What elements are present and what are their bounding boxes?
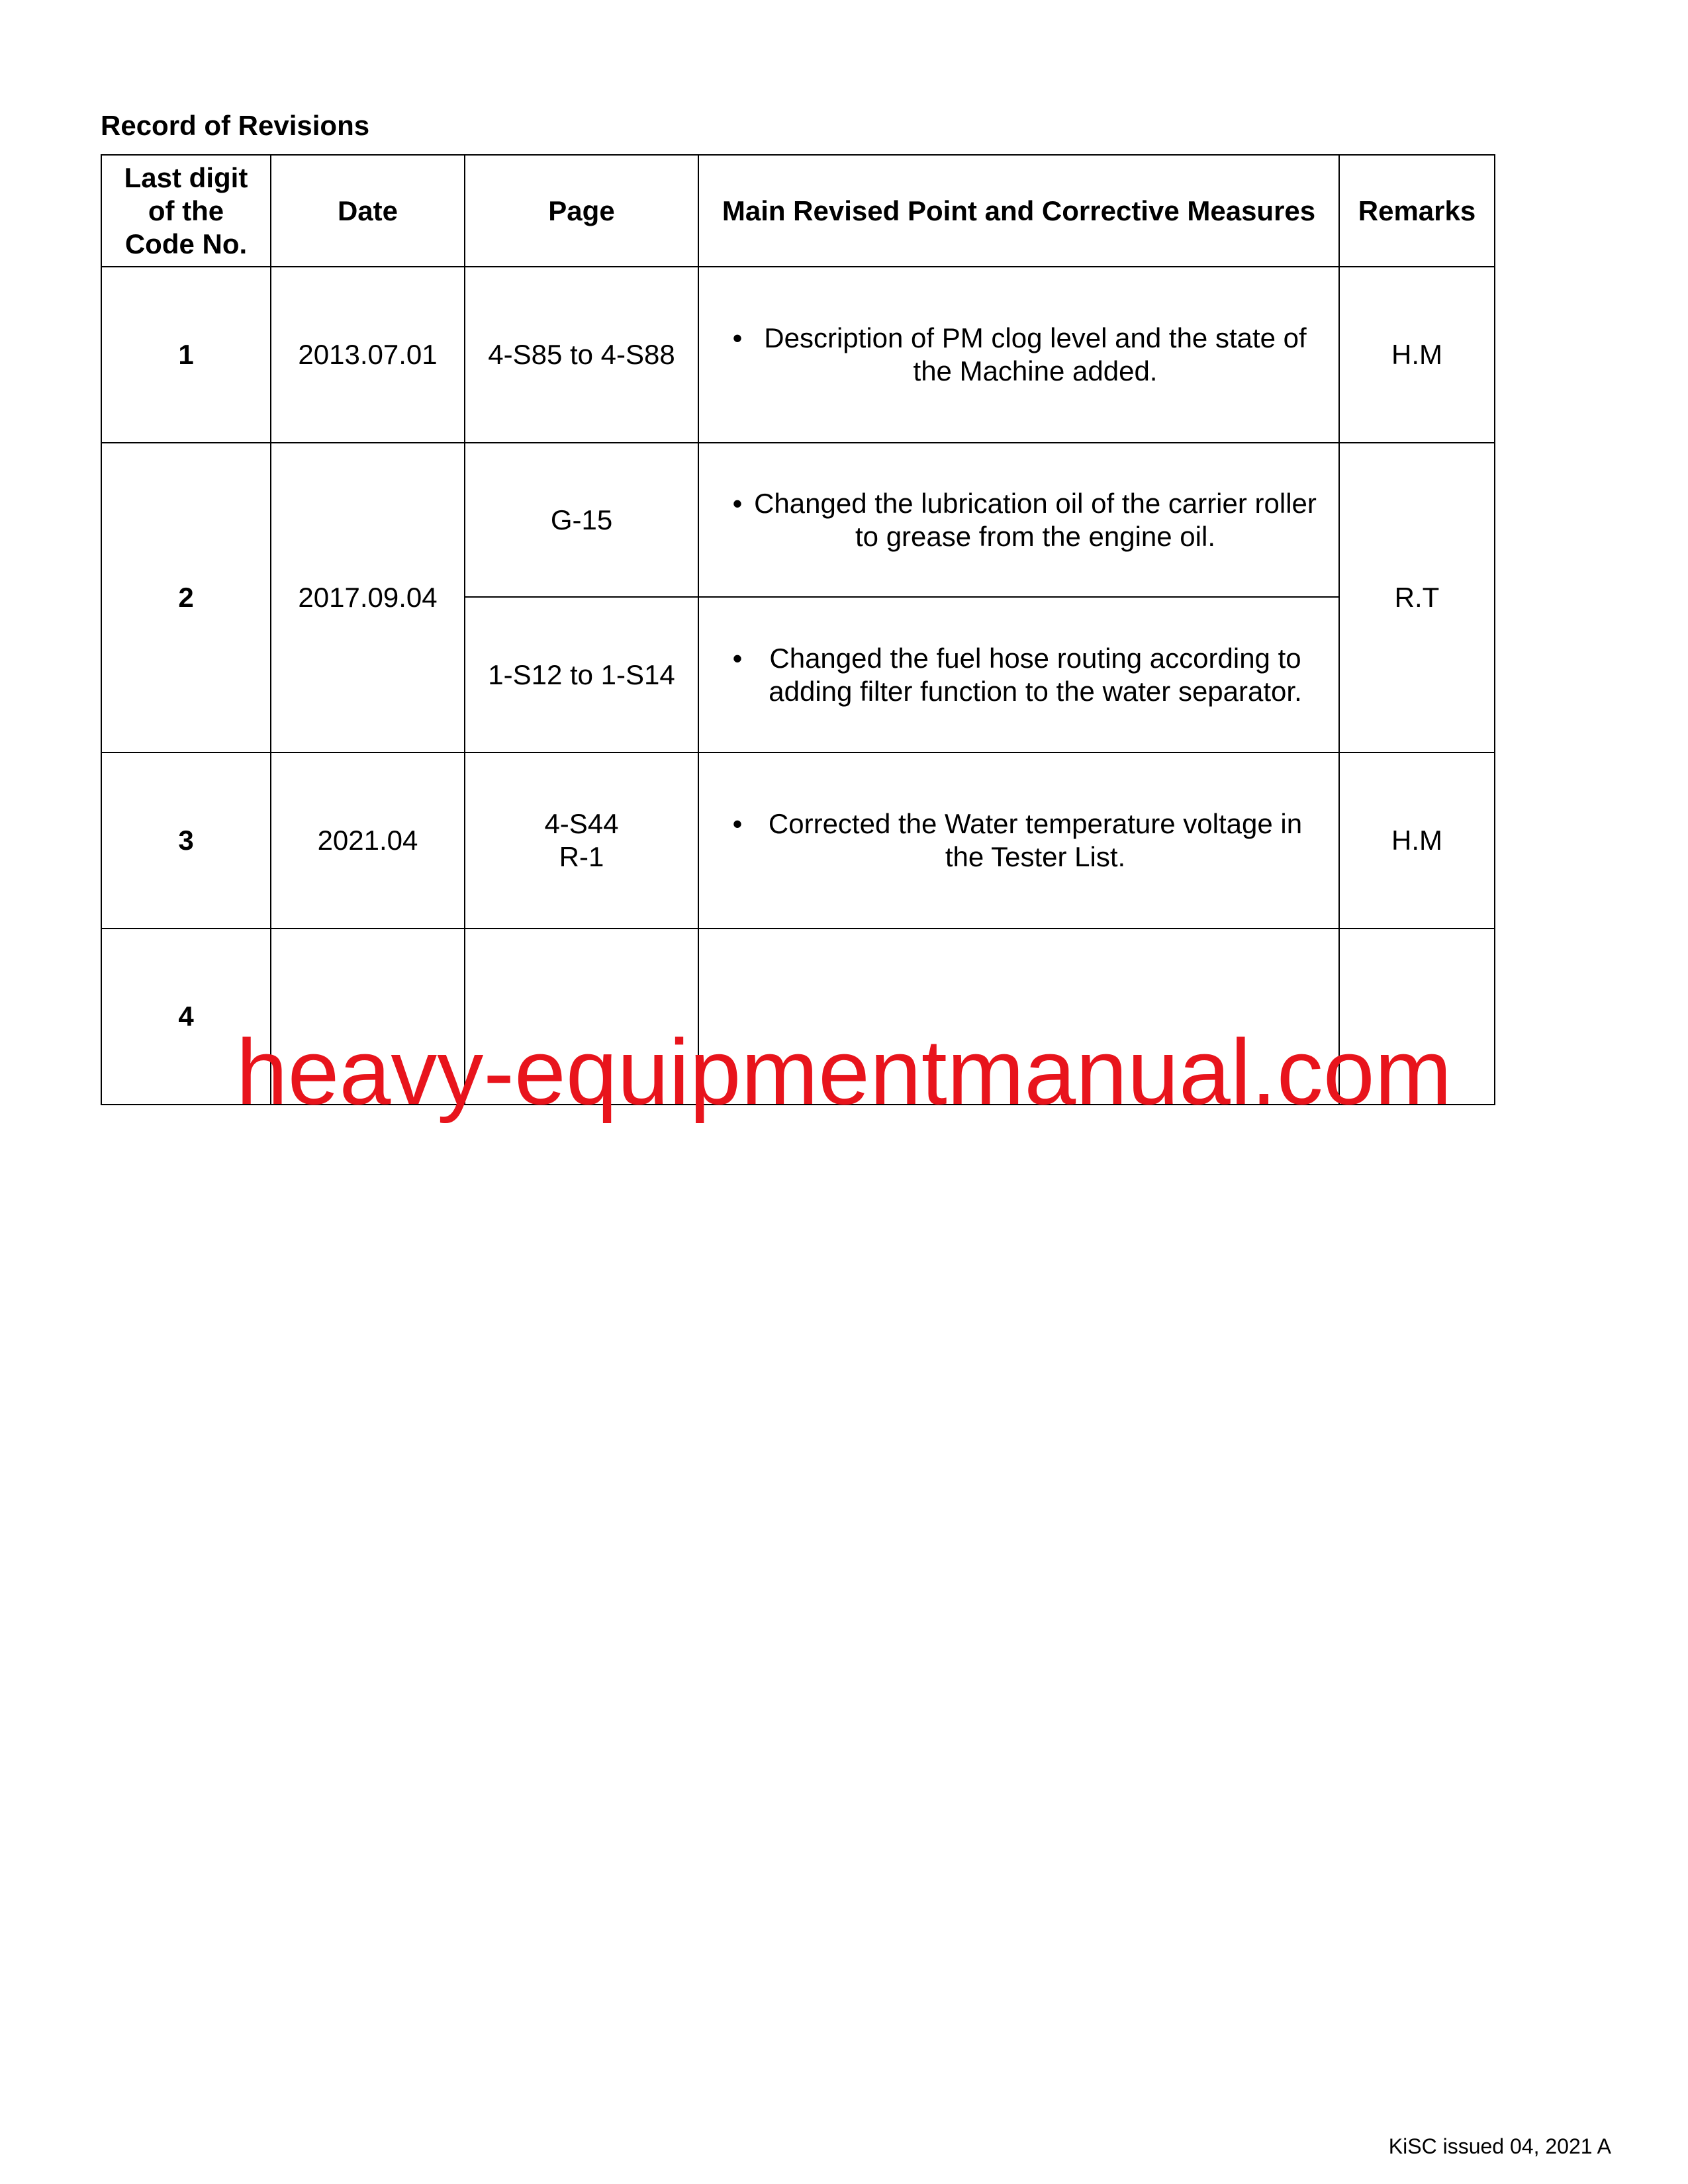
header-remarks: Remarks bbox=[1339, 155, 1495, 267]
page-cell: 1-S12 to 1-S14 bbox=[465, 597, 698, 752]
header-date: Date bbox=[271, 155, 465, 267]
description-cell bbox=[698, 443, 1339, 597]
date-cell: 2017.09.04 bbox=[271, 443, 465, 752]
page-cell: 4-S85 to 4-S88 bbox=[465, 267, 698, 443]
bullet-icon: • bbox=[732, 808, 743, 839]
code-digit-cell: 1 bbox=[101, 267, 271, 443]
bullet-icon: • bbox=[732, 487, 743, 519]
table-row bbox=[101, 443, 1495, 597]
page-title: Record of Revisions bbox=[101, 110, 370, 141]
header-page: Page bbox=[465, 155, 698, 267]
date-cell: 2021.04 bbox=[271, 752, 465, 929]
header-code-no bbox=[101, 155, 271, 267]
table-row bbox=[101, 752, 1495, 929]
page-cell bbox=[465, 752, 698, 929]
description-cell bbox=[698, 752, 1339, 929]
remarks-cell: R.T bbox=[1339, 443, 1495, 752]
header-code-line: Code No. bbox=[124, 228, 248, 259]
date-cell: 2013.07.01 bbox=[271, 267, 465, 443]
bullet-icon: • bbox=[732, 322, 743, 353]
code-digit-cell: 4 bbox=[101, 929, 271, 1105]
header-code-line: Last digit bbox=[124, 161, 248, 193]
description-cell bbox=[698, 267, 1339, 443]
bullet-icon: • bbox=[732, 642, 743, 674]
remarks-cell: H.M bbox=[1339, 267, 1495, 443]
watermark-text: heavy-equipmentmanual.com bbox=[236, 1020, 1452, 1124]
page-line: R-1 bbox=[559, 841, 604, 872]
description-text: Changed the lubrication oil of the carrier roller to grease from the engine oil. bbox=[754, 487, 1317, 552]
bullet-item bbox=[699, 807, 1338, 874]
page-cell: G-15 bbox=[465, 443, 698, 597]
code-digit-cell: 3 bbox=[101, 752, 271, 929]
table-header-row bbox=[101, 155, 1495, 267]
bullet-item bbox=[699, 487, 1338, 553]
bullet-item bbox=[699, 642, 1338, 708]
revision-table bbox=[101, 154, 1495, 1105]
description-text: Changed the fuel hose routing according to adding filter function to the water separator. bbox=[769, 642, 1302, 707]
remarks-cell: H.M bbox=[1339, 752, 1495, 929]
header-code-line: of the bbox=[148, 195, 224, 226]
table-row bbox=[101, 267, 1495, 443]
code-digit-cell: 2 bbox=[101, 443, 271, 752]
page-line: 4-S44 bbox=[544, 808, 619, 839]
footer-issue-note: KiSC issued 04, 2021 A bbox=[1388, 2134, 1611, 2158]
description-text: Corrected the Water temperature voltage in the Tester List. bbox=[768, 808, 1303, 872]
description-text: Description of PM clog level and the state of the Machine added. bbox=[764, 322, 1307, 387]
bullet-item bbox=[699, 322, 1338, 388]
header-main-revised-point: Main Revised Point and Corrective Measures bbox=[698, 155, 1339, 267]
description-cell bbox=[698, 597, 1339, 752]
